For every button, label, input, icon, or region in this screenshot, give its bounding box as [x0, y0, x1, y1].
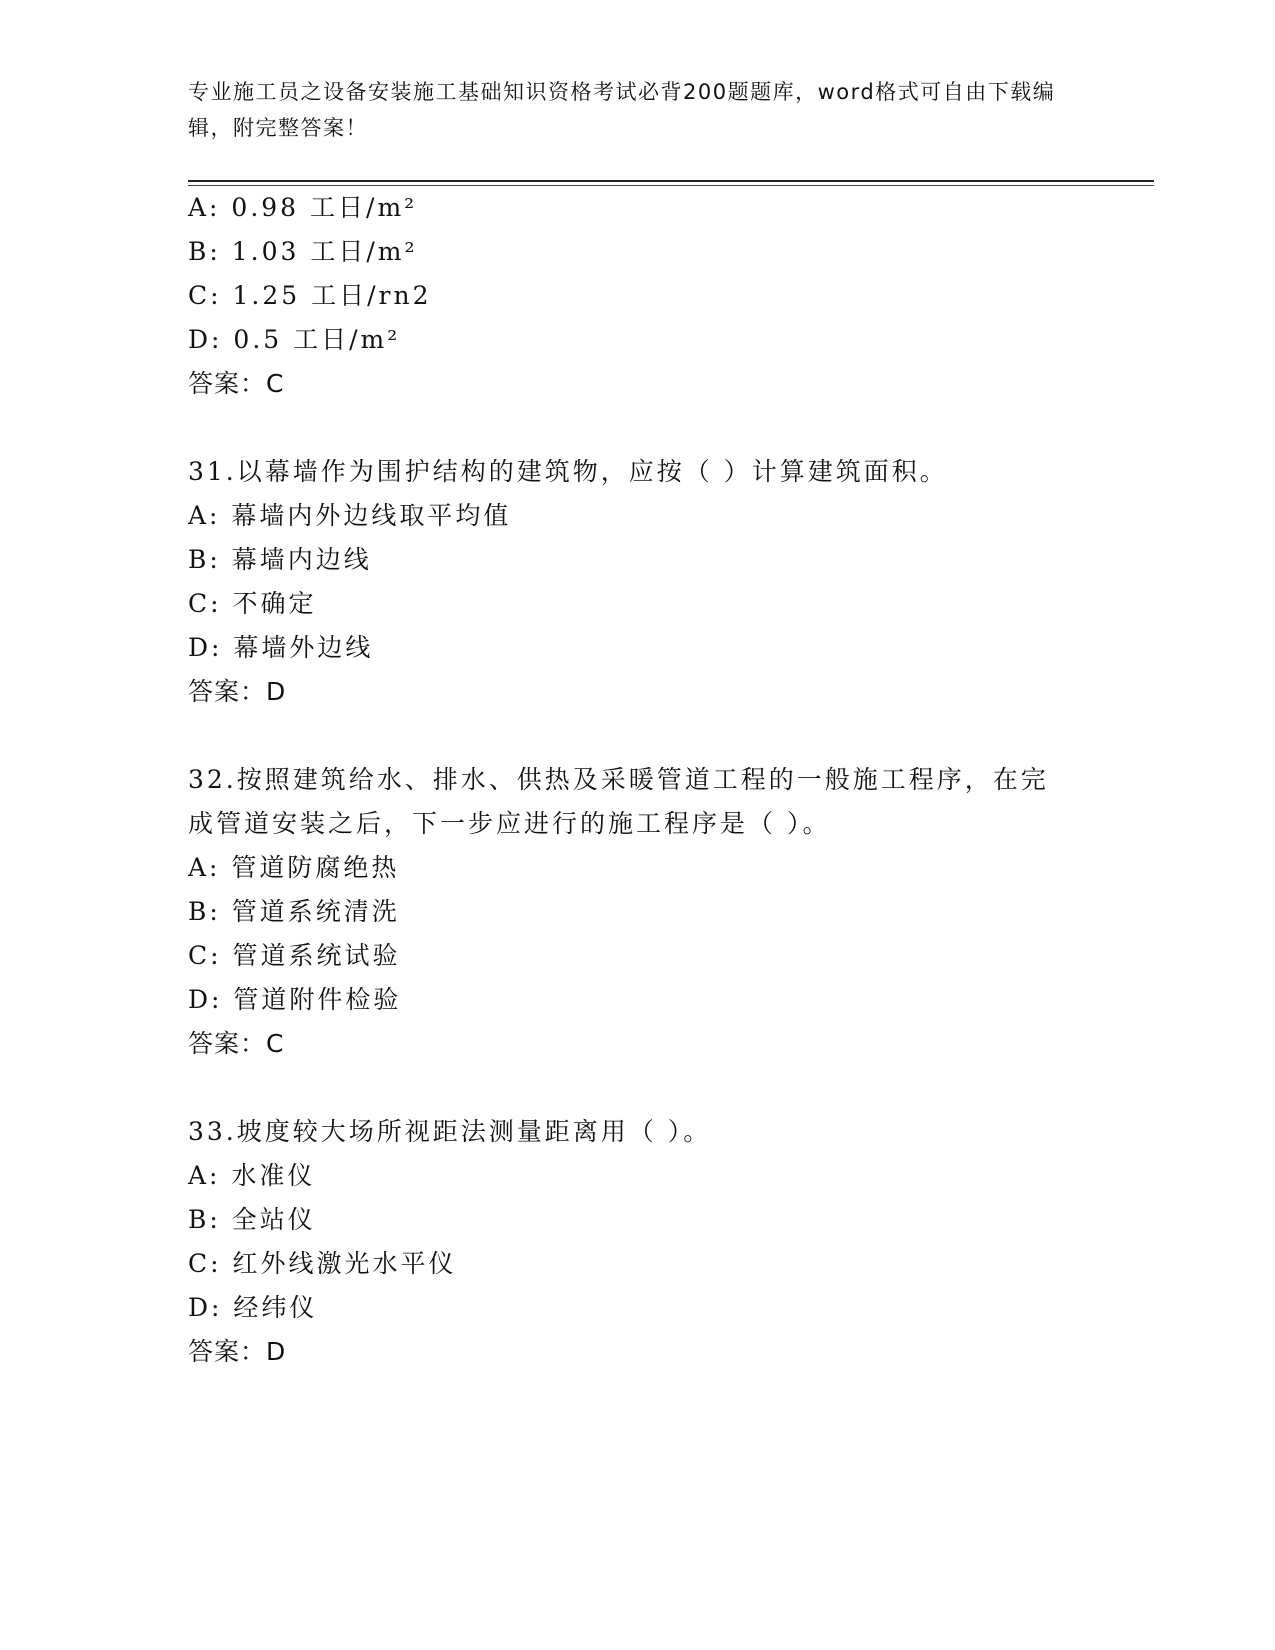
answer: 答案：D [188, 1337, 287, 1366]
option-b: B: 1.03 工日/m² [188, 237, 418, 266]
option-c: C: 1.25 工日/rn2 [188, 281, 432, 310]
option-b: B: 管道系统清洗 [188, 897, 400, 926]
option-c: C: 不确定 [188, 589, 317, 618]
option-c: C: 红外线激光水平仪 [188, 1249, 457, 1278]
question-stem: 32.按照建筑给水、排水、供热及采暖管道工程的一般施工程序，在完 [188, 765, 1049, 794]
header-rule [188, 180, 1154, 182]
answer: 答案：C [188, 369, 285, 398]
document-header: 专业施工员之设备安装施工基础知识资格考试必背200题题库，word格式可自由下载编辑，附完整答案！ [188, 80, 1056, 140]
answer: 答案：C [188, 1029, 285, 1058]
question-stem: 31.以幕墙作为围护结构的建筑物，应按（ ）计算建筑面积。 [188, 457, 948, 486]
option-a: A: 0.98 工日/m² [188, 193, 418, 222]
option-a: A: 管道防腐绝热 [188, 853, 400, 882]
question-stem: 33.坡度较大场所视距法测量距离用（ ）。 [188, 1117, 712, 1146]
option-a: A: 幕墙内外边线取平均值 [188, 501, 512, 530]
question-stem-continued: 成管道安装之后，下一步应进行的施工程序是（ ）。 [188, 809, 831, 838]
option-d: D: 经纬仪 [188, 1293, 318, 1322]
header-rule-thin [188, 185, 1154, 186]
answer: 答案：D [188, 677, 287, 706]
option-d: D: 0.5 工日/m² [188, 325, 401, 354]
option-d: D: 幕墙外边线 [188, 633, 374, 662]
option-b: B: 全站仪 [188, 1205, 316, 1234]
option-d: D: 管道附件检验 [188, 985, 402, 1014]
option-a: A: 水准仪 [188, 1161, 316, 1190]
option-c: C: 管道系统试验 [188, 941, 401, 970]
option-b: B: 幕墙内边线 [188, 545, 372, 574]
